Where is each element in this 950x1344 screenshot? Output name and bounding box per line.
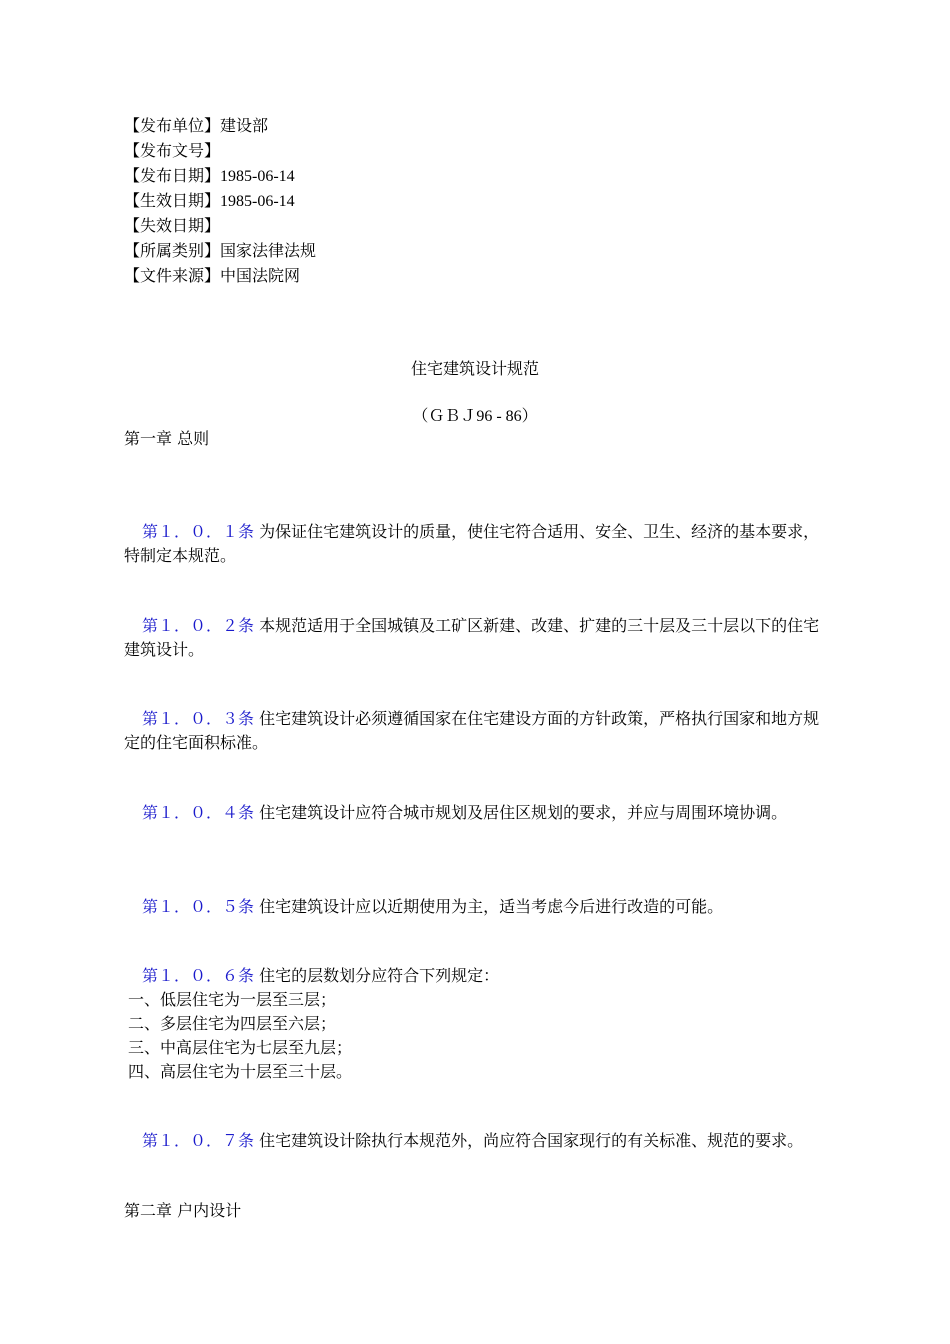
meta-publish-date: 【发布日期】1985-06-14 xyxy=(124,166,295,185)
article-number: 第１．０．５条 xyxy=(142,897,255,916)
list-item: 三、中高层住宅为七层至九层； xyxy=(128,1038,353,1057)
article-1-0-4: 第１．０．４条 住宅建筑设计应符合城市规划及居住区规划的要求，并应与周围环境协调。 xyxy=(142,803,788,822)
chapter-heading: 第一章 总则 xyxy=(124,429,210,448)
article-number: 第１．０．４条 xyxy=(142,803,255,822)
list-item: 一、低层住宅为一层至三层； xyxy=(128,990,337,1009)
meta-expiry-date: 【失效日期】 xyxy=(124,216,221,235)
meta-source: 【文件来源】中国法院网 xyxy=(124,266,301,285)
article-number: 第１．０．３条 xyxy=(142,709,255,728)
list-item: 二、多层住宅为四层至六层； xyxy=(128,1014,337,1033)
article-1-0-1: 第１．０．１条 为保证住宅建筑设计的质量，使住宅符合适用、安全、卫生、经济的基本要求，特制定本规范。 xyxy=(124,522,820,565)
meta-effective-date: 【生效日期】1985-06-14 xyxy=(124,191,295,210)
article-number: 第１．０．１条 xyxy=(142,522,255,541)
article-1-0-5: 第１．０．５条 住宅建筑设计应以近期使用为主，适当考虑今后进行改造的可能。 xyxy=(142,897,724,916)
document-title: 住宅建筑设计规范 xyxy=(410,359,539,378)
chapter-heading: 第二章 户内设计 xyxy=(124,1201,242,1220)
article-1-0-6: 第１．０．６条 住宅的层数划分应符合下列规定： xyxy=(142,966,500,985)
article-number: 第１．０．２条 xyxy=(142,616,255,635)
document-code: （ＧＢＪ96 - 86） xyxy=(412,406,538,425)
list-item: 四、高层住宅为十层至三十层。 xyxy=(128,1062,353,1081)
meta-doc-number: 【发布文号】 xyxy=(124,141,221,160)
meta-publisher: 【发布单位】建设部 xyxy=(124,116,269,135)
article-number: 第１．０．６条 xyxy=(142,966,255,985)
article-number: 第１．０．７条 xyxy=(142,1131,255,1150)
meta-category: 【所属类别】国家法律法规 xyxy=(124,241,317,260)
article-1-0-2: 第１．０．２条 本规范适用于全国城镇及工矿区新建、改建、扩建的三十层及三十层以下的住宅建筑设计。 xyxy=(124,616,820,659)
article-1-0-7: 第１．０．７条 住宅建筑设计除执行本规范外，尚应符合国家现行的有关标准、规范的要求。 xyxy=(142,1131,804,1150)
article-1-0-3: 第１．０．３条 住宅建筑设计必须遵循国家在住宅建设方面的方针政策，严格执行国家和地方规定的住宅面积标准。 xyxy=(124,709,820,752)
